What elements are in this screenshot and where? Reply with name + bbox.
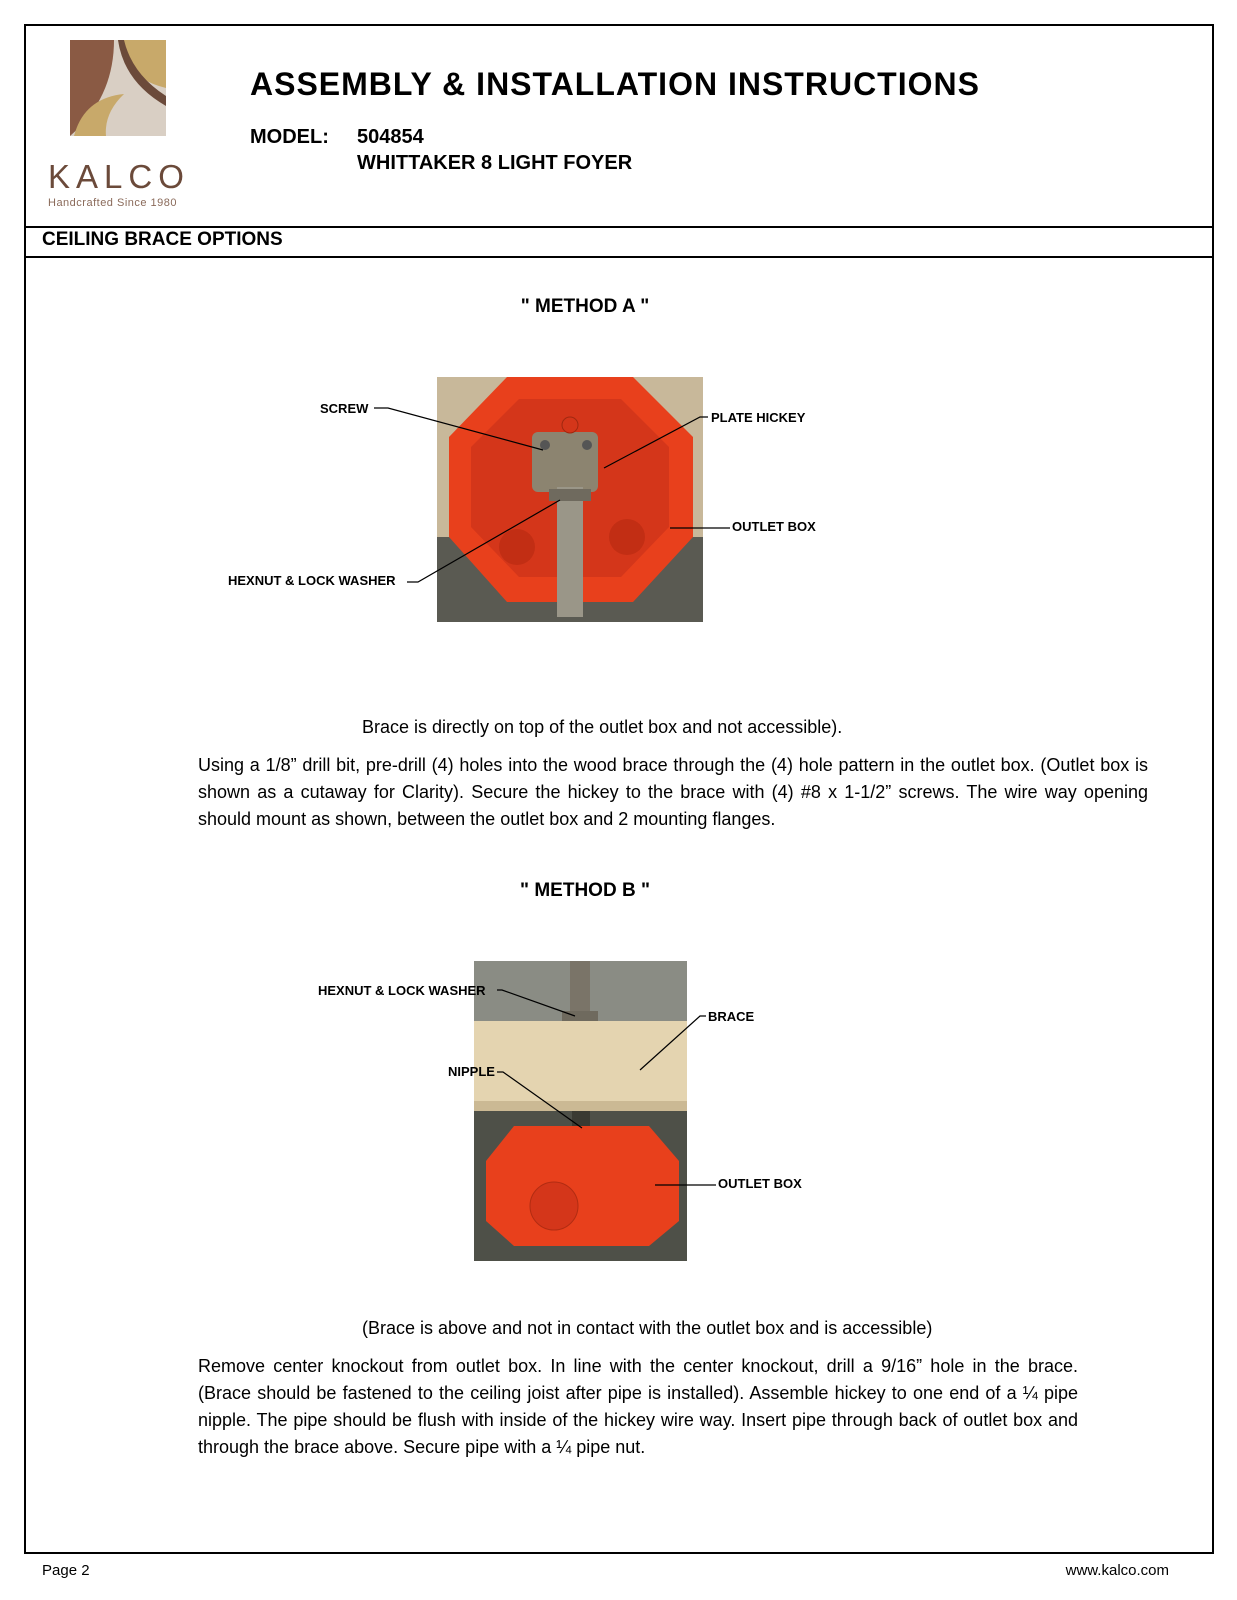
label-hexnut: HEXNUT & LOCK WASHER: [228, 573, 396, 588]
screw-head: [582, 440, 592, 450]
method-a-caption: Brace is directly on top of the outlet box and not accessible).: [362, 717, 843, 737]
label-nipple: NIPPLE: [448, 1064, 495, 1079]
page-number: Page 2: [42, 1562, 90, 1579]
method-b-photo: [474, 961, 687, 1261]
label-hexnut: HEXNUT & LOCK WASHER: [318, 983, 486, 998]
section-divider: [26, 256, 1212, 258]
screw-head: [540, 440, 550, 450]
label-plate-hickey: PLATE HICKEY: [711, 410, 806, 425]
model-label: MODEL:: [250, 126, 329, 148]
outlet-box-shape: [486, 1126, 679, 1246]
method-a-photo: [437, 377, 703, 622]
method-b-caption: (Brace is above and not in contact with the outlet box and is accessible): [362, 1318, 933, 1338]
brace-edge: [474, 1101, 687, 1111]
logo-tagline: Handcrafted Since 1980: [48, 197, 178, 209]
method-a-heading: " METHOD A ": [520, 296, 650, 317]
label-outlet-box: OUTLET BOX: [732, 519, 816, 534]
logo-wordmark: KALCO: [48, 158, 190, 195]
knockout-right: [609, 519, 645, 555]
method-b-instructions: Remove center knockout from outlet box. In line with the center knockout, drill a 9/16” hole in the brace. (Brace should be fastened to the ceiling joist after pipe is installed). Assemble hickey to one end of a ¼ pipe nipple. The pipe should be flush with inside of the hickey wire way. Insert pipe through back of outlet box and through the brace above. Secure pipe with a ¼ pipe nut.: [198, 1356, 1078, 1457]
threaded-pipe: [557, 487, 583, 617]
label-outlet-box: OUTLET BOX: [718, 1176, 802, 1191]
knockout-left: [499, 529, 535, 565]
section-title: CEILING BRACE OPTIONS: [42, 229, 283, 250]
label-screw: SCREW: [320, 401, 369, 416]
document-title: ASSEMBLY & INSTALLATION INSTRUCTIONS: [250, 66, 980, 102]
wood-brace: [474, 1021, 687, 1111]
screw-hole: [562, 417, 578, 433]
model-number: 504854: [357, 126, 424, 148]
model-name: WHITTAKER 8 LIGHT FOYER: [357, 152, 633, 174]
knockout: [530, 1182, 578, 1230]
label-brace: BRACE: [708, 1009, 755, 1024]
hexnut-shape: [549, 489, 591, 501]
method-b-heading: " METHOD B ": [520, 880, 650, 901]
website-link[interactable]: www.kalco.com: [1065, 1562, 1169, 1579]
method-a-instructions: Using a 1/8” drill bit, pre-drill (4) holes into the wood brace through the (4) hole pattern in the outlet box. (Outlet box is shown as a cutaway for Clarity). Secure the hickey to the brace with (4) #8 x 1-1/2” screws. The wire way opening should mount as shown, between the outlet box and 2 mounting flanges.: [198, 755, 1148, 829]
header-divider: [26, 226, 1212, 228]
